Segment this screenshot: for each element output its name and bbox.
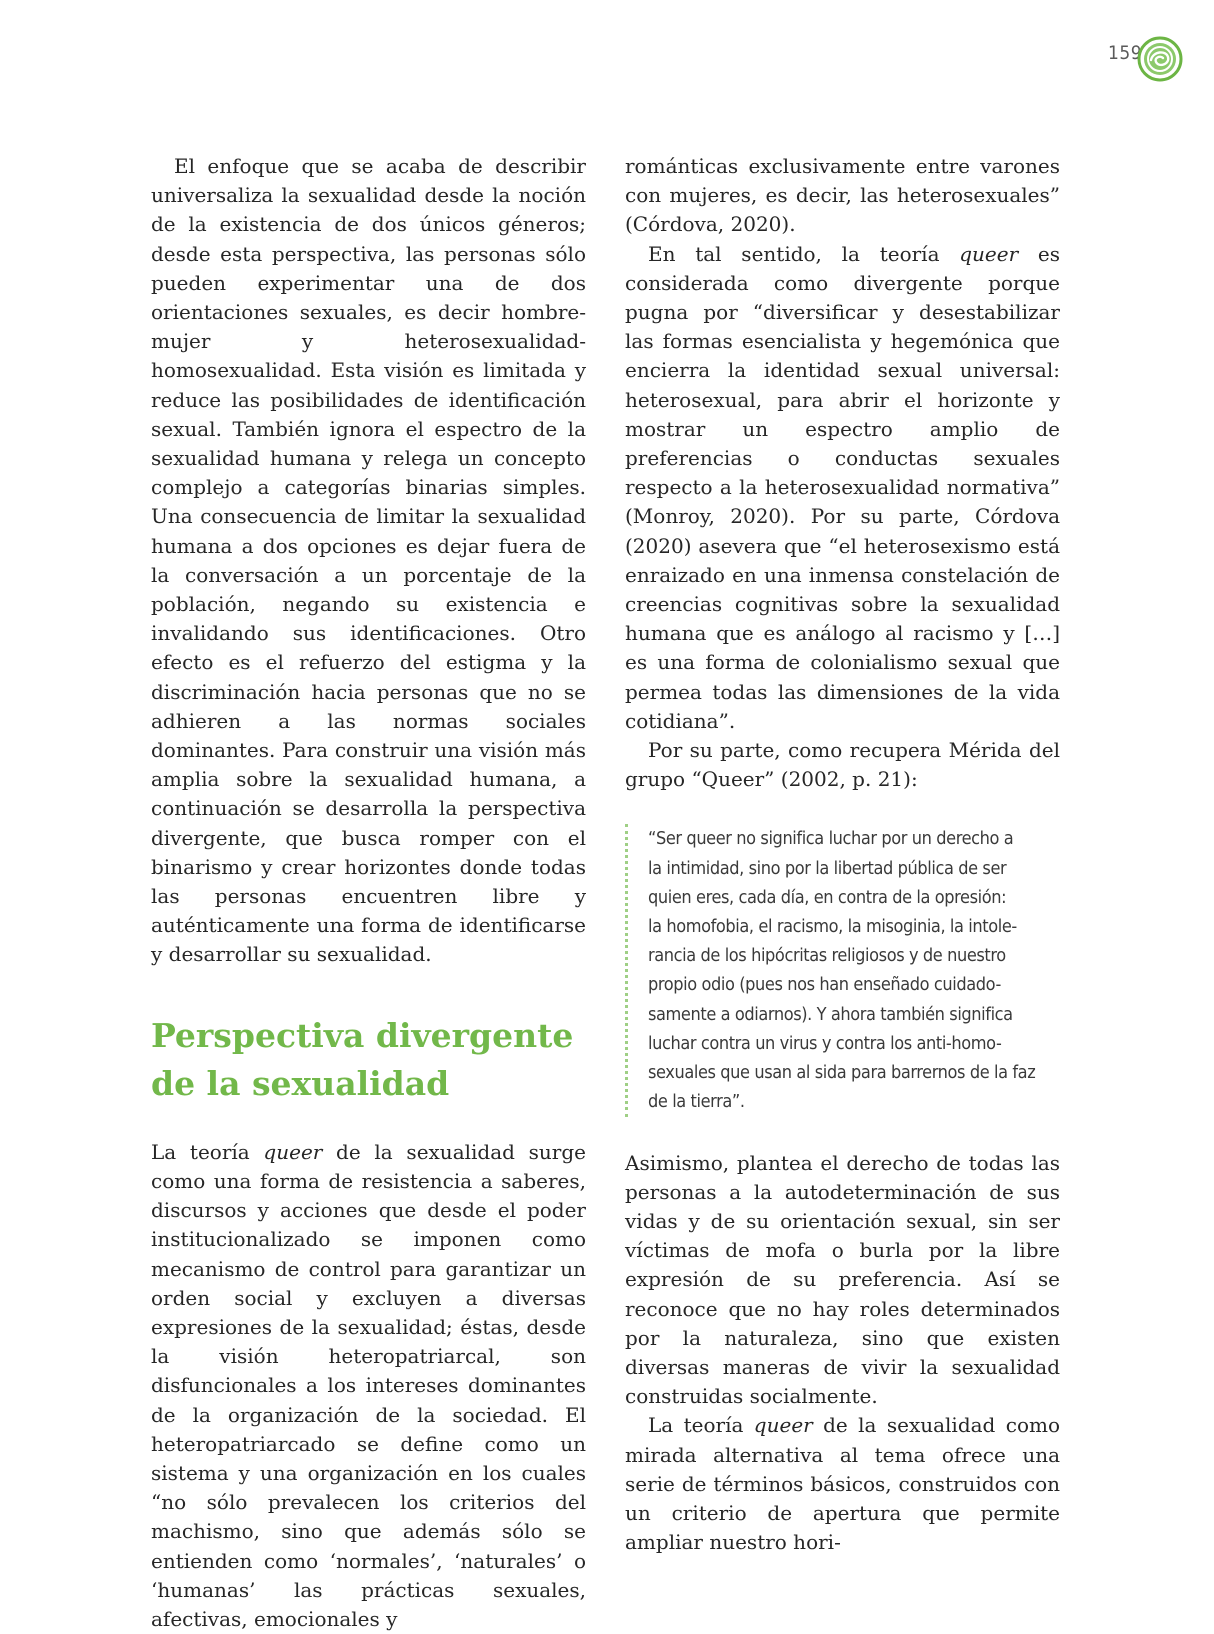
- quote-line: sexuales que usan al sida para barrernos de la faz: [648, 1062, 1036, 1084]
- quote-line: la intimidad, sino por la libertad pública de ser: [648, 857, 1007, 879]
- italic-term: queer: [263, 1139, 323, 1164]
- body-paragraph: Asimismo, plantea el derecho de todas las personas a la autodeterminación de sus vidas y de su orientación sexual, sin ser víctimas de mofa o burla por la libre expresión de su preferencia. Así se reconoce que no hay roles determinados por la naturaleza, sino que existen diversas maneras de vivir la sexualidad construidas socialmente.: [625, 1150, 1060, 1409]
- quote-line: samente a odiarnos). Y ahora también significa: [648, 1003, 1013, 1025]
- body-paragraph: [625, 1411, 1060, 1557]
- body-paragraph: románticas exclusivamente entre varones con mujeres, es decir, las heterosexuales” (Córdova, 2020).: [625, 154, 1060, 237]
- section-heading: [151, 1012, 586, 1108]
- quote-line: de la tierra”.: [648, 1091, 745, 1113]
- text-run: de la sexualidad surge como una forma de resistencia a saberes, discursos y acciones que desde el poder institucionalizado se imponen como mecanismo de control para garantizar un orden social y excluyen a diversas expresiones de la sexualidad; éstas, desde la visión heteropatriarcal, son disfuncionales a los intereses dominantes de la organización de la sociedad. El heteropatriarcado se define como un sistema y una organización en los cuales “no sólo prevalecen los criterios del machismo, sino que además sólo se entienden como ‘normales’, ‘naturales’ o ‘humanas’ las prácticas sexuales, afectivas, emocionales y: [151, 1139, 586, 1631]
- green-spiral-logo-icon: [1137, 36, 1183, 82]
- right-column: [625, 152, 1060, 1557]
- quote-line: “Ser queer no significa luchar por un derecho a: [648, 828, 1014, 850]
- block-quote: [625, 824, 1060, 1116]
- text-run: La teoría: [648, 1413, 754, 1438]
- left-column: [151, 152, 586, 1634]
- text-run: es considerada como divergente porque pugna por “diversificar y desestabilizar las formas esencialista y hegemónica que encierra la identidad sexual universal: heterosexual, para abrir el horizonte y mostrar un espectro amplio de preferencias o conductas sexuales respecto a la heterosexualidad normativa” (Monroy, 2020). Por su parte, Córdova (2020) asevera que “el heterosexismo está enraizado en una inmensa constelación de creencias cognitivas sobre la sexualidad humana que es análogo al racismo y […] es una forma de colonialismo sexual que permea todas las dimensiones de la vida cotidiana”.: [625, 241, 1060, 733]
- quote-line: luchar contra un virus y contra los anti-homo-: [648, 1032, 1002, 1054]
- page-number: 159: [1108, 42, 1143, 64]
- section-heading-line-1: Perspectiva divergente: [151, 1015, 574, 1055]
- section-heading-line-2: de la sexualidad: [151, 1063, 450, 1103]
- body-paragraph: El enfoque que se acaba de describir universaliza la sexualidad desde la noción de la existencia de dos únicos géneros; desde esta perspectiva, las personas sólo pueden experimentar una de dos orientaciones sexuales, es decir hombre-mujer y heterosexualidad-homosexualidad. Esta visión es limitada y reduce las posibilidades de identificación sexual. También ignora el espectro de la sexualidad humana y relega un concepto complejo a categorías binarias simples. Una consecuencia de limitar la sexualidad humana a dos opciones es dejar fuera de la conversación a un porcentaje de la población, negando su existencia e invalidando sus identificaciones. Otro efecto es el refuerzo del estigma y la discriminación hacia personas que no se adhieren a las normas sociales dominantes. Para construir una visión más amplia sobre la sexualidad humana, a continuación se desarrolla la perspectiva divergente, que busca romper con el binarismo y crear horizontes donde todas las personas encuentren libre y auténticamente una forma de identificarse y desarrollar su sexualidad.: [151, 154, 586, 967]
- text-run: En tal sentido, la teoría: [648, 241, 960, 266]
- quote-line: quien eres, cada día, en contra de la opresión:: [648, 886, 1007, 908]
- quote-line: la homofobia, el racismo, la misoginia, la intole-: [648, 916, 1017, 938]
- text-run: de la sexualidad como mirada alternativa al tema ofrece una serie de términos básicos, construidos con un criterio de apertura que permite ampliar nuestro hori-: [625, 1413, 1060, 1555]
- quote-line: propio odio (pues nos han enseñado cuidado-: [648, 974, 1001, 996]
- text-run: La teoría: [151, 1139, 264, 1164]
- body-paragraph: Por su parte, como recupera Mérida del grupo “Queer” (2002, p. 21):: [625, 738, 1060, 792]
- body-paragraph: [151, 1138, 586, 1634]
- quote-line: rancia de los hipócritas religiosos y de nuestro: [648, 945, 1006, 967]
- italic-term: queer: [959, 241, 1019, 266]
- body-paragraph: [625, 240, 1060, 736]
- italic-term: queer: [753, 1413, 813, 1438]
